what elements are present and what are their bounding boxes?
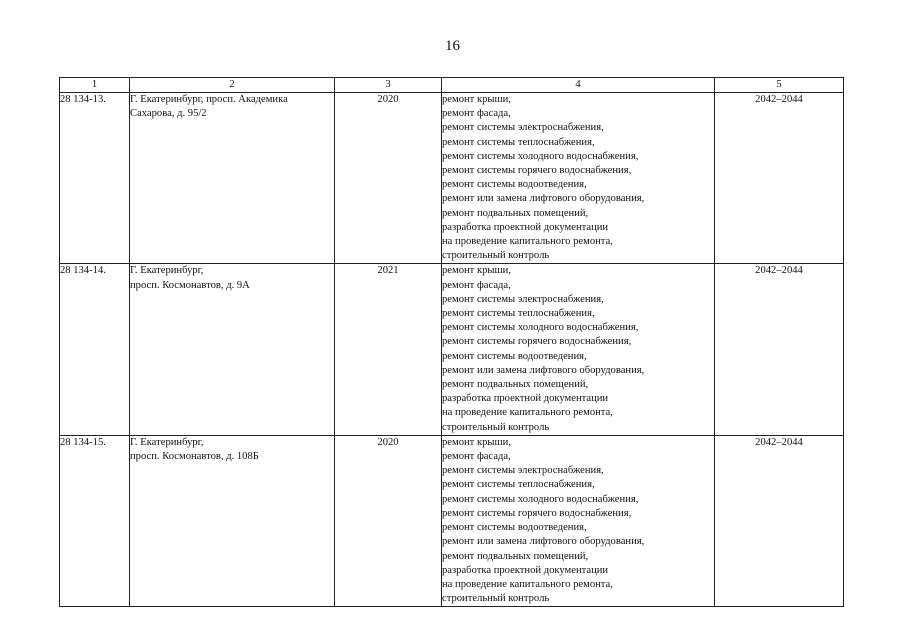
address-line: просп. Космонавтов, д. 108Б: [130, 451, 259, 463]
address-cell: [130, 435, 335, 606]
table-row: [60, 93, 844, 264]
row-number-text: 28 134-14.: [60, 265, 106, 277]
address-line: Г. Екатеринбург, просп. Академика: [130, 94, 288, 105]
table-row: [60, 435, 844, 606]
work-item: ремонт системы водоотведения,: [442, 179, 587, 191]
work-item: ремонт системы водоотведения,: [442, 350, 587, 362]
work-item: ремонт системы водоотведения,: [442, 522, 587, 534]
work-item: ремонт крыши,: [442, 265, 511, 277]
address-line: Г. Екатеринбург,: [130, 265, 204, 277]
work-item: ремонт фасада,: [442, 451, 511, 463]
work-item: ремонт системы электроснабжения,: [442, 122, 604, 134]
period-cell: [715, 93, 844, 264]
work-item: строительный контроль: [442, 593, 550, 605]
work-item: ремонт системы горячего водоснабжения,: [442, 507, 632, 519]
table-row: [60, 264, 844, 435]
work-item: на проведение капитального ремонта,: [442, 236, 613, 248]
column-header-2: 2: [130, 78, 335, 93]
row-number-text: 28 134-15.: [60, 436, 106, 448]
work-item: ремонт крыши,: [442, 436, 511, 448]
work-item: ремонт подвальных помещений,: [442, 550, 589, 562]
work-item: разработка проектной документации: [442, 564, 609, 576]
year-text: 2021: [377, 265, 399, 277]
works-cell: [442, 93, 715, 264]
work-item: строительный контроль: [442, 421, 550, 433]
period-text: 2042–2044: [755, 265, 803, 277]
work-item: ремонт системы холодного водоснабжения,: [442, 150, 639, 162]
table-body: [60, 93, 844, 607]
work-item: строительный контроль: [442, 250, 550, 262]
year-cell: [335, 435, 442, 606]
works-cell: [442, 435, 715, 606]
work-item: разработка проектной документации: [442, 221, 609, 233]
year-text: 2020: [377, 436, 399, 448]
year-cell: [335, 264, 442, 435]
year-text: 2020: [377, 94, 399, 105]
work-item: ремонт системы горячего водоснабжения,: [442, 165, 632, 177]
work-item: ремонт фасада,: [442, 279, 511, 291]
period-cell: [715, 264, 844, 435]
work-item: ремонт системы электроснабжения,: [442, 465, 604, 477]
column-header-5: 5: [715, 78, 844, 93]
work-item: ремонт фасада,: [442, 108, 511, 120]
address-line: просп. Космонавтов, д. 9А: [130, 279, 250, 291]
work-item: ремонт или замена лифтового оборудования,: [442, 193, 645, 205]
address-line: Сахарова, д. 95/2: [130, 108, 207, 120]
period-cell: [715, 435, 844, 606]
work-item: ремонт подвальных помещений,: [442, 207, 589, 219]
work-item: на проведение капитального ремонта,: [442, 407, 613, 419]
work-item: ремонт системы холодного водоснабжения,: [442, 493, 639, 505]
work-item: ремонт системы электроснабжения,: [442, 293, 604, 305]
work-item: ремонт или замена лифтового оборудования,: [442, 364, 645, 376]
page-number: 16: [445, 38, 460, 54]
year-cell: [335, 93, 442, 264]
works-cell: [442, 264, 715, 435]
work-item: ремонт системы теплоснабжения,: [442, 479, 595, 491]
work-item: ремонт системы холодного водоснабжения,: [442, 322, 639, 334]
address-cell: [130, 264, 335, 435]
address-line: Г. Екатеринбург,: [130, 436, 204, 448]
column-header-4: 4: [442, 78, 715, 93]
header-row: [60, 78, 844, 93]
work-item: ремонт системы теплоснабжения,: [442, 308, 595, 320]
row-number: [60, 264, 130, 435]
row-number-text: 28 134-13.: [60, 94, 106, 105]
work-item: разработка проектной документации: [442, 393, 609, 405]
work-item: ремонт или замена лифтового оборудования,: [442, 536, 645, 548]
capital-repair-table: [59, 77, 844, 607]
address-cell: [130, 93, 335, 264]
column-header-1: 1: [60, 78, 130, 93]
period-text: 2042–2044: [755, 94, 803, 105]
period-text: 2042–2044: [755, 436, 803, 448]
column-header-3: 3: [335, 78, 442, 93]
work-item: ремонт системы теплоснабжения,: [442, 136, 595, 148]
work-item: на проведение капитального ремонта,: [442, 578, 613, 590]
work-item: ремонт крыши,: [442, 94, 511, 105]
work-item: ремонт подвальных помещений,: [442, 379, 589, 391]
work-item: ремонт системы горячего водоснабжения,: [442, 336, 632, 348]
row-number: [60, 93, 130, 264]
row-number: [60, 435, 130, 606]
